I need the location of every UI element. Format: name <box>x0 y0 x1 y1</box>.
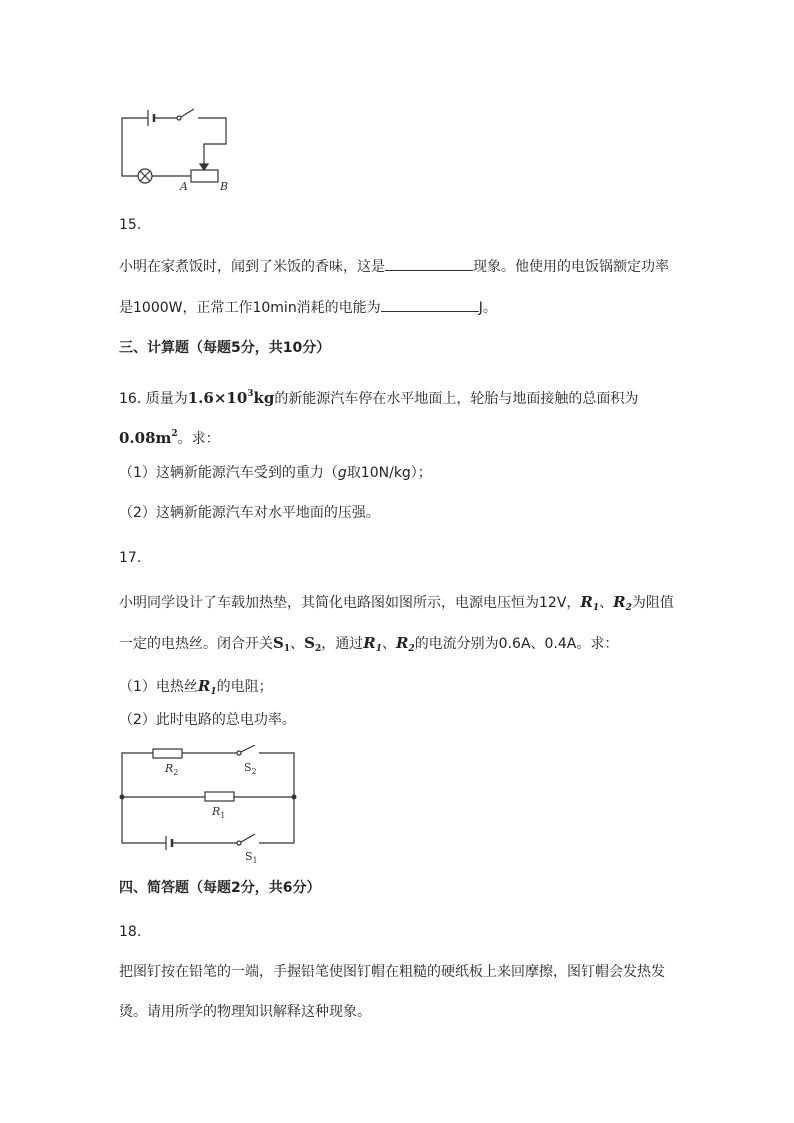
separator: 、 <box>599 595 614 611</box>
q18-number: 18. <box>119 924 142 940</box>
q17-r1b <box>363 634 382 652</box>
q17-line2-a: 一定的电热丝。闭合开关 <box>119 636 273 652</box>
label-r1-sub: 1 <box>220 811 226 820</box>
switch-s2-pivot <box>237 751 241 755</box>
label-r2 <box>164 762 178 777</box>
label-s2 <box>244 761 257 776</box>
switch-s1-blade <box>241 834 255 842</box>
section-4-title: 四、简答题（每题2分，共6分） <box>119 880 321 896</box>
s-letter: S <box>273 634 284 652</box>
r-letter: R <box>363 634 376 652</box>
wire-bottom-left <box>122 797 166 843</box>
rheostat-symbol <box>191 170 218 182</box>
wire-top-right <box>259 753 294 797</box>
q16-number: 16. <box>119 391 142 407</box>
r-letter: R <box>613 593 626 611</box>
label-s1 <box>245 850 258 865</box>
wire-bottom-right <box>259 797 294 843</box>
q16-area-post: 。求： <box>177 431 220 447</box>
junction-right <box>292 795 297 800</box>
q15-line1-a: 小明在家煮饭时，闻到了米饭的香味，这是 <box>119 259 385 275</box>
q17-part1-r1 <box>198 677 217 695</box>
switch-s2-blade <box>241 745 255 752</box>
q17-r2 <box>613 593 632 611</box>
mass-exponent: 3 <box>247 389 254 399</box>
q17-r1 <box>580 593 599 611</box>
r-sub-2: 2 <box>625 603 632 613</box>
label-b: B <box>220 180 229 193</box>
junction-left <box>120 795 125 800</box>
label-s2-sub: 2 <box>251 767 257 776</box>
slider-arrow <box>200 164 208 170</box>
q16-post: 的新能源汽车停在水平地面上，轮胎与地面接触的总面积为 <box>274 391 639 407</box>
q15-blank-1 <box>385 255 473 271</box>
wire-top-left <box>122 753 153 797</box>
q17-part1-a: （1）电热丝 <box>119 679 198 695</box>
q15-line2 <box>119 296 497 318</box>
resistor-r1 <box>205 792 234 801</box>
circuit-diagram-2 <box>115 745 305 870</box>
section-3-title: 三、计算题（每题5分，共10分） <box>119 340 331 356</box>
q17-part1 <box>119 676 273 702</box>
q17-line1-b: 为阻值 <box>631 595 674 611</box>
r-letter: R <box>580 593 593 611</box>
q16-part1-a: （1）这辆新能源汽车受到的重力（ <box>119 465 338 481</box>
q16-mass <box>188 389 275 407</box>
q16-line1 <box>119 384 638 409</box>
q17-line1-a: 小明同学设计了车载加热垫，其简化电路图如图所示，电源电压恒为12V， <box>119 595 581 611</box>
switch-blade <box>181 109 194 117</box>
separator: 、 <box>381 636 396 652</box>
r-sub-1: 1 <box>375 644 382 654</box>
q16-line2 <box>119 424 220 449</box>
resistor-r2 <box>153 749 182 758</box>
s-sub-2: 2 <box>314 644 322 654</box>
mass-unit: kg <box>253 389 275 407</box>
label-s1-sub: 1 <box>252 856 258 865</box>
r-sub-2: 2 <box>408 644 415 654</box>
s-letter: S <box>304 634 315 652</box>
mass-coefficient: 1.6×10 <box>187 389 248 407</box>
q18-line2: 烫。请用所学的物理知识解释这种现象。 <box>119 1004 371 1020</box>
q16-part1-g: g <box>337 465 347 481</box>
circuit-diagram-1 <box>110 100 250 195</box>
label-s2-letter: S <box>244 761 252 774</box>
q17-line2-b: 的电流分别为0.6A、0.4A。求： <box>414 636 619 652</box>
q15-line2-a: 是1000W，正常工作10min消耗的电能为 <box>119 300 381 316</box>
label-r1-letter: R <box>212 805 221 818</box>
area-exponent: 2 <box>171 429 178 439</box>
s-sub-1: 1 <box>283 644 291 654</box>
r-letter: R <box>197 677 211 695</box>
label-r1 <box>211 805 225 820</box>
q17-line2 <box>119 633 618 659</box>
q15-line1 <box>119 255 669 277</box>
q17-number: 17. <box>119 550 142 566</box>
q15-blank-2 <box>381 296 479 312</box>
q16-part2: （2）这辆新能源汽车对水平地面的压强。 <box>119 505 380 521</box>
label-a: A <box>180 180 188 193</box>
area-value: 0.08m <box>119 429 172 447</box>
r-sub-1: 1 <box>210 687 217 697</box>
switch-pivot <box>177 116 181 120</box>
wire-right <box>198 118 226 164</box>
q15-number: 15. <box>119 217 142 233</box>
label-r2-sub: 2 <box>173 768 179 777</box>
q17-s2 <box>304 634 321 652</box>
q17-line2-comma: ，通过 <box>321 636 364 652</box>
q16-part1 <box>119 463 432 483</box>
r-sub-1: 1 <box>592 603 600 613</box>
r-letter: R <box>395 634 409 652</box>
q17-part2: （2）此时电路的总电功率。 <box>119 712 296 728</box>
q17-r2b <box>396 634 415 652</box>
q16-pre: 质量为 <box>145 391 188 407</box>
label-s1-letter: S <box>245 850 253 863</box>
q17-part1-b: 的电阻； <box>216 679 273 695</box>
q15-line1-b: 现象。他使用的电饭锅额定功率 <box>473 259 669 275</box>
q18-line1: 把图钉按在铅笔的一端，手握铅笔使图钉帽在粗糙的硬纸板上来回摩擦，图钉帽会发热发 <box>119 964 665 980</box>
switch-s1-pivot <box>237 841 241 845</box>
wire-left-top <box>122 118 148 176</box>
separator: 、 <box>290 636 305 652</box>
q16-area <box>119 429 178 447</box>
q17-line1 <box>119 592 674 618</box>
q17-s1 <box>273 634 290 652</box>
label-r2-letter: R <box>165 762 174 775</box>
q15-line2-b: J。 <box>478 300 497 316</box>
q16-part1-b: 取10N/kg）； <box>346 465 432 481</box>
